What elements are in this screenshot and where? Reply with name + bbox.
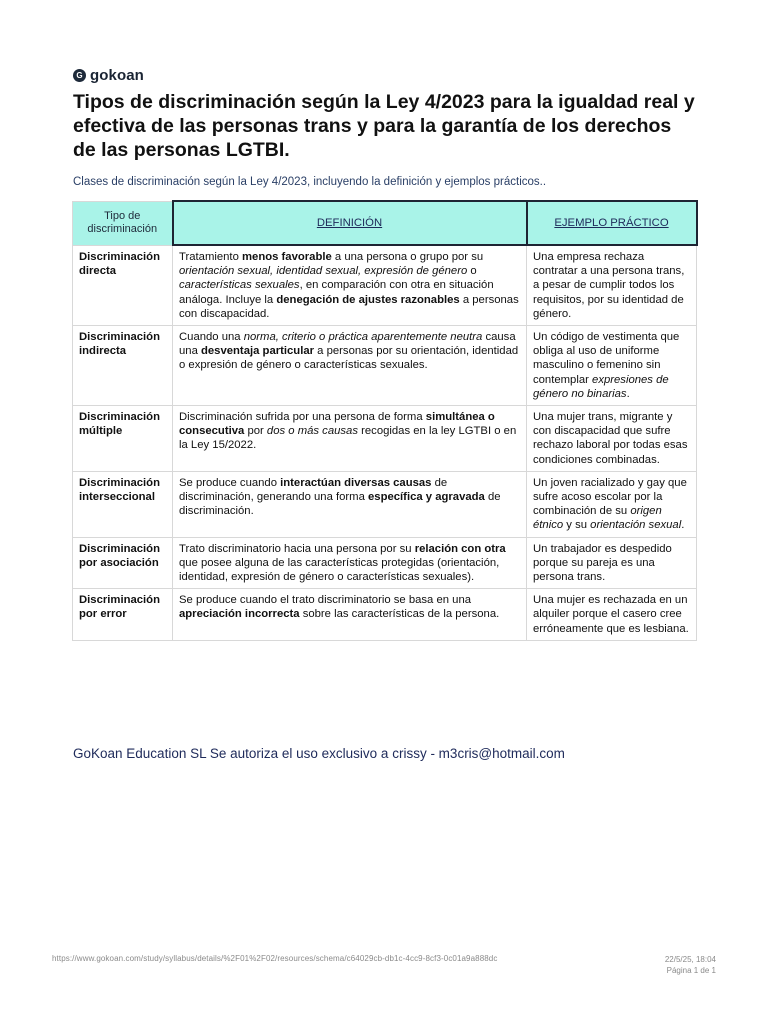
table-row	[73, 245, 697, 326]
header-type: Tipo de discriminación	[73, 201, 173, 245]
table-row	[73, 589, 697, 641]
brand-name: gokoan	[90, 67, 144, 84]
table-header-row	[73, 201, 697, 245]
example-cell: Un trabajador es despedido porque su pareja es una persona trans.	[527, 537, 697, 589]
type-cell: Discriminación directa	[73, 245, 173, 326]
type-cell: Discriminación por asociación	[73, 537, 173, 589]
table-row	[73, 471, 697, 537]
brand-logo	[73, 67, 144, 84]
table-row	[73, 406, 697, 472]
definition-cell: Se produce cuando el trato discriminatorio se basa en una apreciación incorrecta sobre las características de la persona.	[173, 589, 527, 641]
page-number: Página 1 de 1	[666, 966, 716, 975]
example-cell: Una mujer es rechazada en un alquiler porque el casero cree erróneamente que es lesbiana.	[527, 589, 697, 641]
definition-cell: Trato discriminatorio hacia una persona por su relación con otra que posee alguna de las características protegidas (orientación, identidad, expresión de género o características sexuales).	[173, 537, 527, 589]
example-cell: Una empresa rechaza contratar a una persona trans, a pesar de cumplir todos los requisitos, por su identidad de género.	[527, 245, 697, 326]
example-cell: Un joven racializado y gay que sufre acoso escolar por la combinación de su origen étnico y su orientación sexual.	[527, 471, 697, 537]
print-datetime: 22/5/25, 18:04	[664, 955, 716, 964]
gokoan-logo-icon: G	[73, 69, 86, 82]
print-stamp	[665, 954, 716, 976]
example-cell: Una mujer trans, migrante y con discapacidad que sufre rechazo laboral por todas esas condiciones combinadas.	[527, 406, 697, 472]
discrimination-table	[72, 200, 698, 641]
page-subtitle: Clases de discriminación según la Ley 4/2023, incluyendo la definición y ejemplos prácticos..	[73, 176, 547, 188]
table-body	[73, 245, 697, 640]
type-cell: Discriminación indirecta	[73, 326, 173, 406]
type-cell: Discriminación por error	[73, 589, 173, 641]
definition-cell: Tratamiento menos favorable a una persona o grupo por su orientación sexual, identidad sexual, expresión de género o características sexuales, en comparación con otra en situación análoga. Incluye la denegación de ajustes razonables a personas con discapacidad.	[173, 245, 527, 326]
definition-cell: Se produce cuando interactúan diversas causas de discriminación, generando una forma específica y agravada de discriminación.	[173, 471, 527, 537]
page-url: https://www.gokoan.com/study/syllabus/details/%2F01%2F02/resources/schema/c64029cb-db1c-4cc9-8cf3-0c01a9a888dc	[52, 954, 498, 963]
header-definition: DEFINICIÓN	[173, 201, 527, 245]
example-cell: Un código de vestimenta que obliga al uso de uniforme masculino o femenino sin contemplar expresiones de género no binarias.	[527, 326, 697, 406]
definition-cell: Discriminación sufrida por una persona de forma simultánea o consecutiva por dos o más causas recogidas en la ley LGTBI o en la Ley 15/2022.	[173, 406, 527, 472]
table-row	[73, 326, 697, 406]
header-example: EJEMPLO PRÁCTICO	[527, 201, 697, 245]
page-title: Tipos de discriminación según la Ley 4/2023 para la igualdad real y efectiva de las personas trans y para la garantía de los derechos de las personas LGTBI.	[73, 91, 695, 161]
type-cell: Discriminación múltiple	[73, 406, 173, 472]
license-note: GoKoan Education SL Se autoriza el uso exclusivo a crissy - m3cris@hotmail.com	[73, 746, 565, 761]
table-row	[73, 537, 697, 589]
type-cell: Discriminación interseccional	[73, 471, 173, 537]
definition-cell: Cuando una norma, criterio o práctica aparentemente neutra causa una desventaja particular a personas por su orientación, identidad o expresión de género o características sexuales.	[173, 326, 527, 406]
